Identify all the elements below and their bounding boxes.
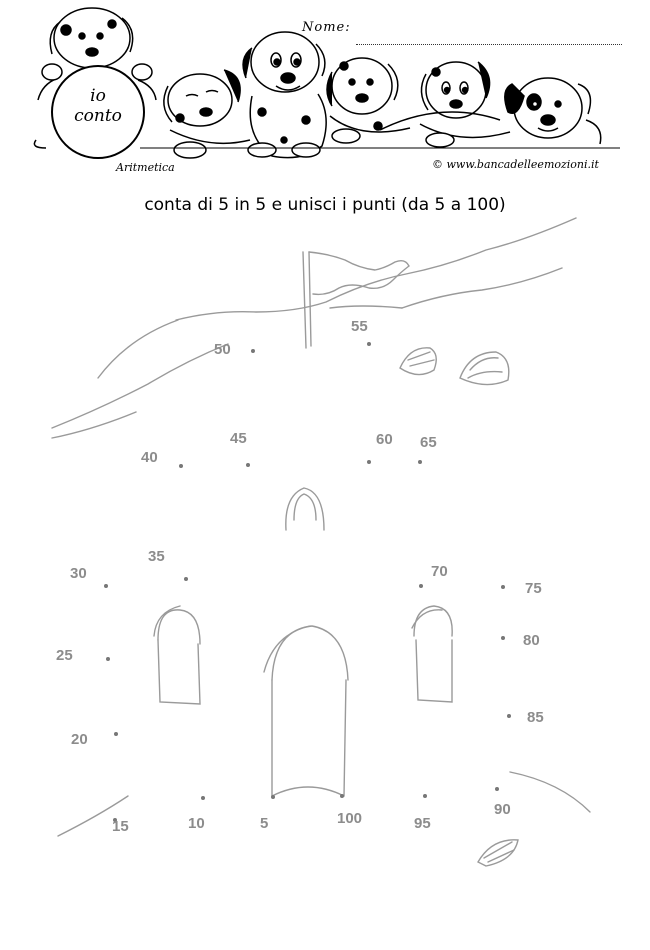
dot-label-10: 10 (188, 815, 205, 832)
dot-45[interactable] (246, 463, 250, 467)
dot-label-80: 80 (523, 632, 540, 649)
dot-35[interactable] (184, 577, 188, 581)
dot-label-95: 95 (414, 815, 431, 832)
dot-label-60: 60 (376, 431, 393, 448)
badge-text-io: io (90, 86, 106, 106)
dot-label-45: 45 (230, 430, 247, 447)
dot-label-75: 75 (525, 580, 542, 597)
dot-label-100: 100 (337, 810, 363, 827)
dot-30[interactable] (104, 584, 108, 588)
dot-label-40: 40 (141, 449, 158, 466)
dot-label-65: 65 (420, 434, 437, 451)
dot-label-20: 20 (71, 731, 88, 748)
dot-25[interactable] (106, 657, 110, 661)
dot-label-85: 85 (527, 709, 544, 726)
dot-10[interactable] (201, 796, 205, 800)
dot-label-30: 30 (70, 565, 87, 582)
credit-label: © www.bancadelleemozioni.it (432, 158, 599, 171)
dot-40[interactable] (179, 464, 183, 468)
dot-75[interactable] (501, 585, 505, 589)
dot-65[interactable] (418, 460, 422, 464)
dot-label-70: 70 (431, 563, 448, 580)
dot-label-15: 15 (112, 818, 129, 835)
dot-20[interactable] (114, 732, 118, 736)
dot-80[interactable] (501, 636, 505, 640)
name-label: Nome: (302, 20, 351, 35)
dot-label-90: 90 (494, 801, 511, 818)
dot-label-25: 25 (56, 647, 73, 664)
dot-label-35: 35 (148, 548, 165, 565)
subject-label: Aritmetica (116, 161, 175, 174)
dot-50[interactable] (251, 349, 255, 353)
instruction-text: conta di 5 in 5 e unisci i punti (da 5 a 100) (144, 195, 506, 215)
dot-85[interactable] (507, 714, 511, 718)
badge-text-conto: conto (74, 106, 122, 126)
dot-100[interactable] (340, 794, 344, 798)
dot-5[interactable] (271, 795, 275, 799)
dot-55[interactable] (367, 342, 371, 346)
dot-95[interactable] (423, 794, 427, 798)
dot-label-55: 55 (351, 318, 368, 335)
dot-label-5: 5 (260, 815, 269, 832)
dot-label-50: 50 (214, 341, 231, 358)
dot-70[interactable] (419, 584, 423, 588)
dot-60[interactable] (367, 460, 371, 464)
dot-90[interactable] (495, 787, 499, 791)
